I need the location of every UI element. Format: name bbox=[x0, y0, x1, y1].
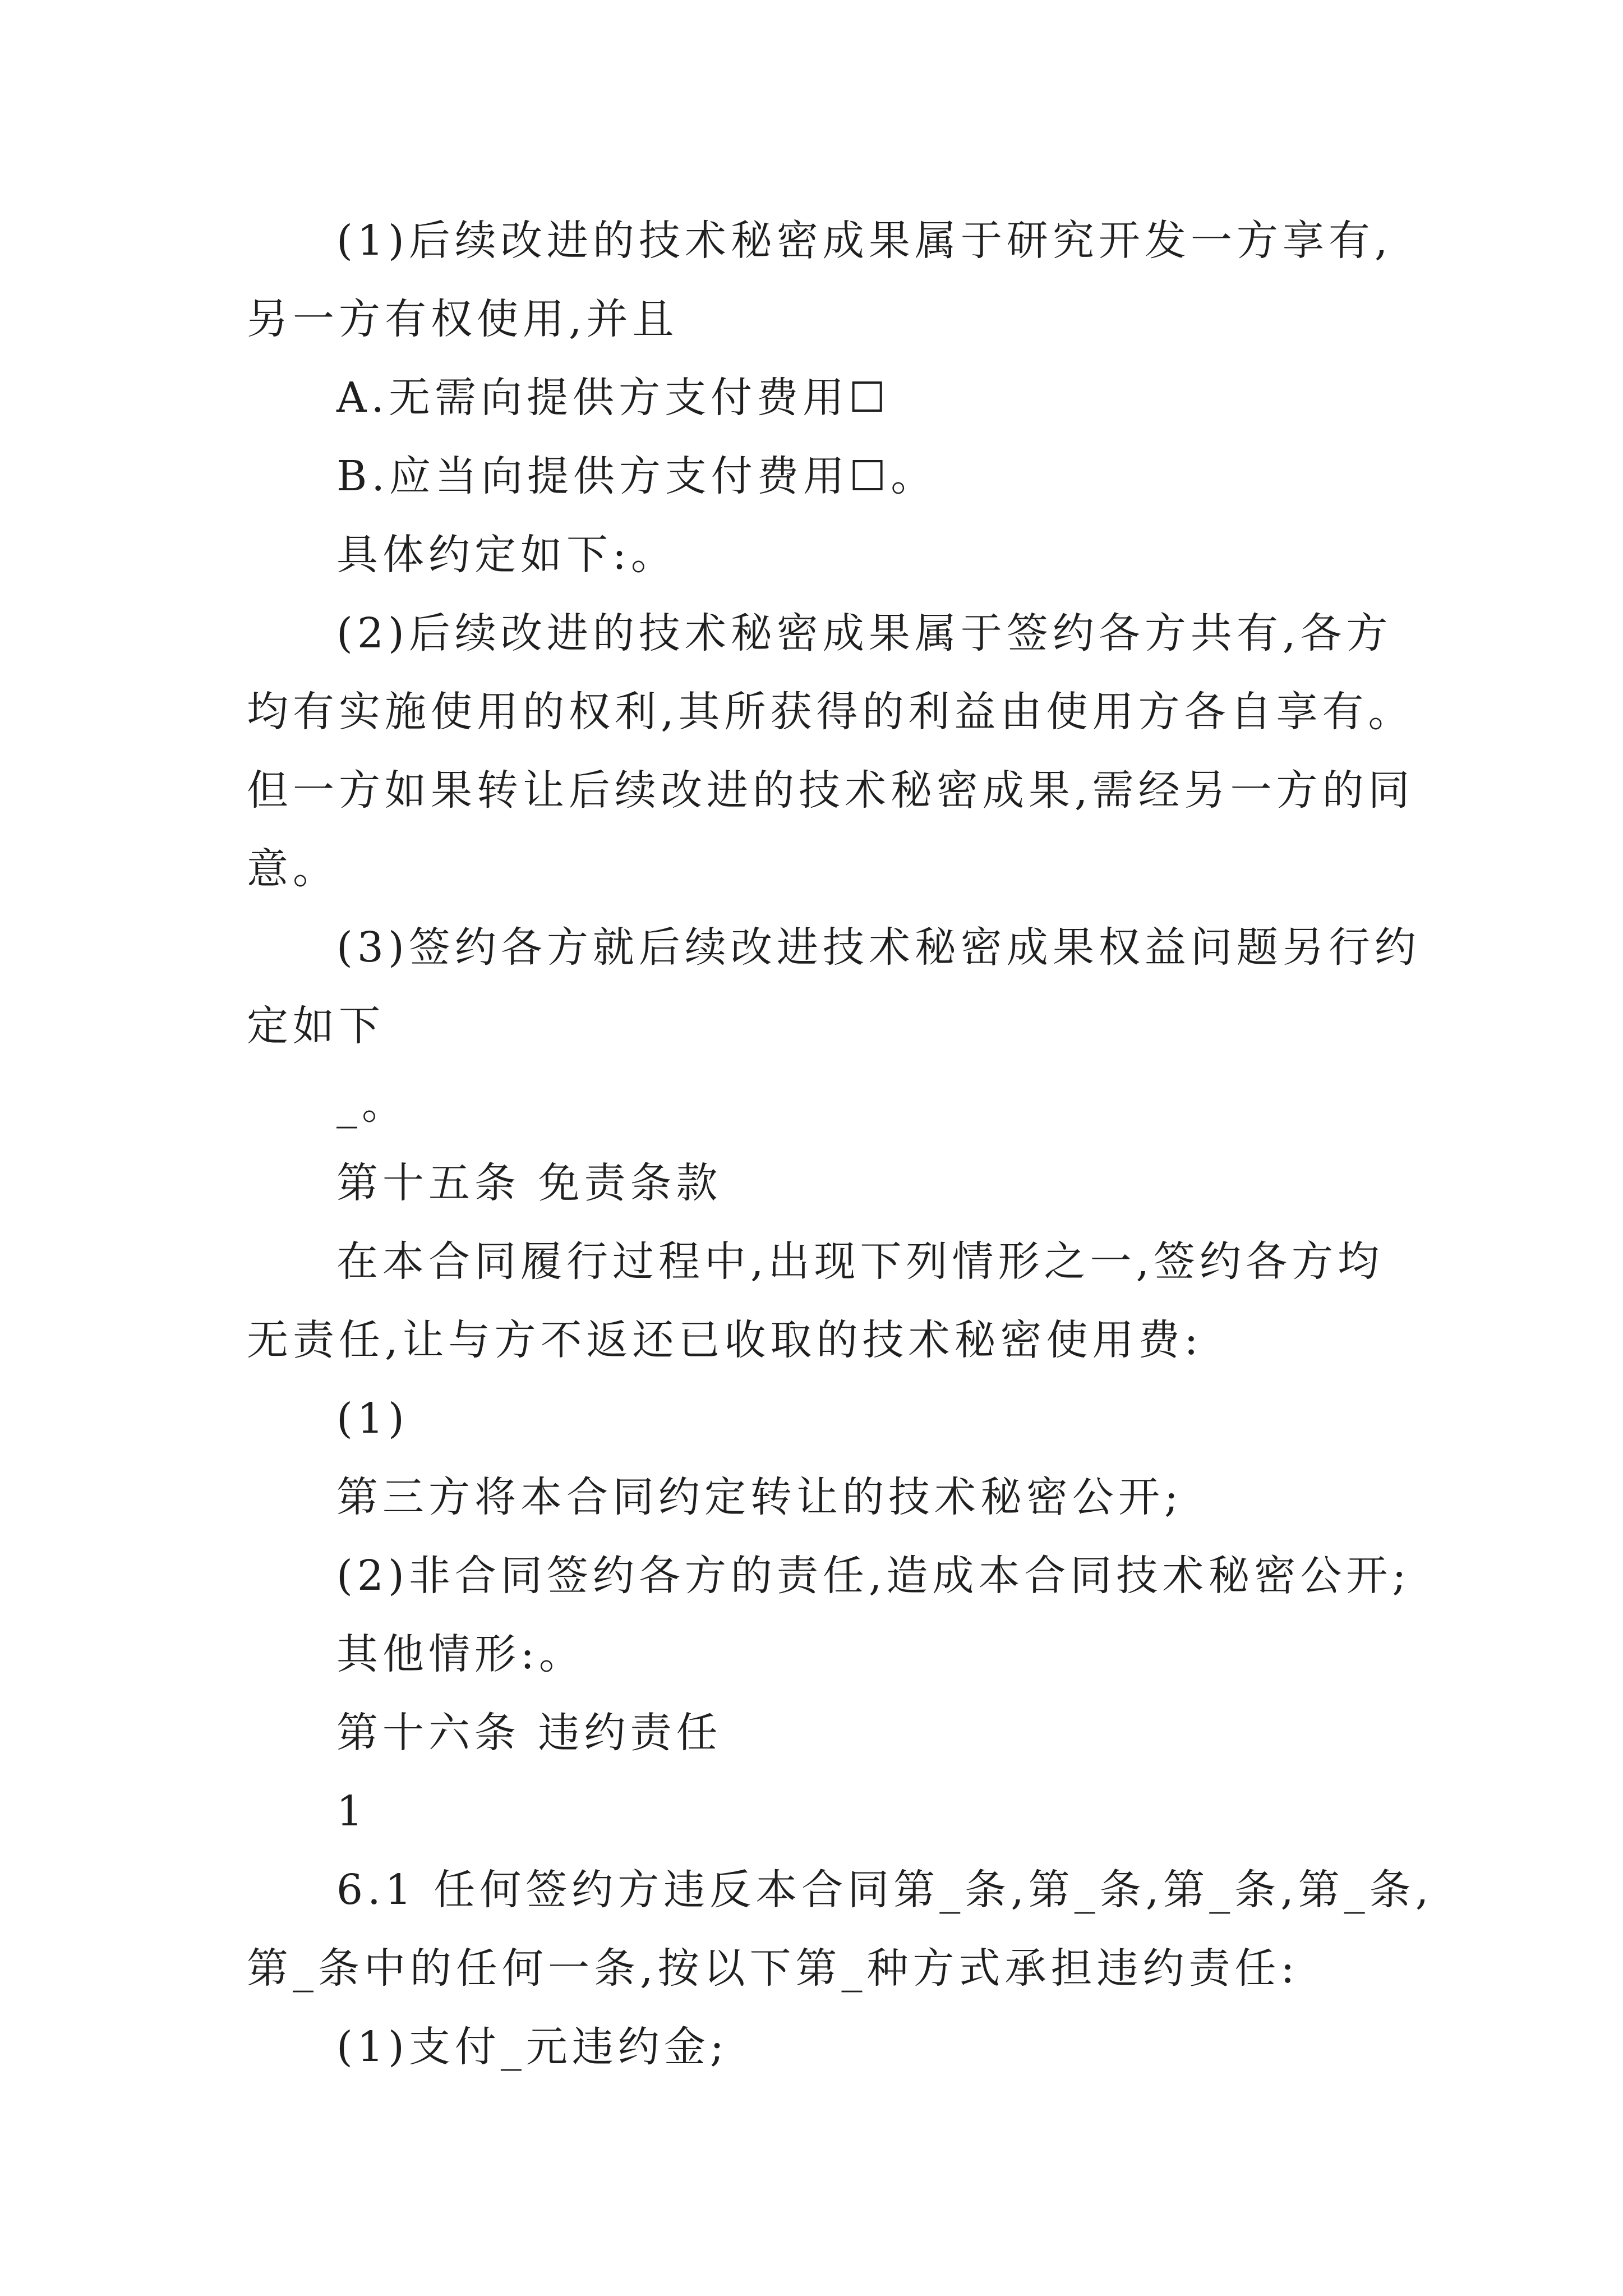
paragraph-line: (1)支付_元违约金; bbox=[336, 2023, 728, 2071]
option-a-line: A.无需向提供方支付费用☐ bbox=[336, 374, 891, 422]
paragraph-line: 其他情形:。 bbox=[336, 1630, 585, 1678]
paragraph-line: _。 bbox=[336, 1080, 408, 1129]
paragraph-line: 无责任,让与方不返还已收取的技术秘密使用费: bbox=[247, 1316, 1203, 1364]
paragraph-line: 另一方有权使用,并且 bbox=[247, 295, 679, 343]
paragraph-line: (2)非合同签约各方的责任,造成本合同技术秘密公开; bbox=[336, 1552, 1411, 1600]
paragraph-line: 意。 bbox=[247, 845, 339, 893]
paragraph-line: 均有实施使用的权利,其所获得的利益由使用方各自享有。 bbox=[247, 688, 1414, 736]
paragraph-line: 6.1 任何签约方违反本合同第_条,第_条,第_条,第_条, bbox=[336, 1866, 1433, 1914]
paragraph-line: 定如下 bbox=[247, 1002, 385, 1050]
paragraph-line: 在本合同履行过程中,出现下列情形之一,签约各方均 bbox=[336, 1237, 1384, 1286]
paragraph-line: 具体约定如下:。 bbox=[336, 531, 677, 579]
paragraph-line: 第_条中的任何一条,按以下第_种方式承担违约责任: bbox=[247, 1944, 1299, 1993]
paragraph-line: (3)签约各方就后续改进技术秘密成果权益问题另行约 bbox=[336, 923, 1421, 972]
paragraph-line: 第三方将本合同约定转让的技术秘密公开; bbox=[336, 1473, 1183, 1521]
paragraph-line: (2)后续改进的技术秘密成果属于签约各方共有,各方 bbox=[336, 609, 1393, 657]
section-heading: 第十六条 违约责任 bbox=[336, 1709, 722, 1757]
paragraph-line: (1) bbox=[336, 1395, 409, 1443]
option-b-line: B.应当向提供方支付费用☐。 bbox=[336, 452, 937, 500]
paragraph-line: 1 bbox=[336, 1787, 368, 1835]
section-heading: 第十五条 免责条款 bbox=[336, 1159, 722, 1207]
paragraph-line: (1)后续改进的技术秘密成果属于研究开发一方享有, bbox=[336, 217, 1393, 265]
paragraph-line: 但一方如果转让后续改进的技术秘密成果,需经另一方的同 bbox=[247, 766, 1414, 815]
